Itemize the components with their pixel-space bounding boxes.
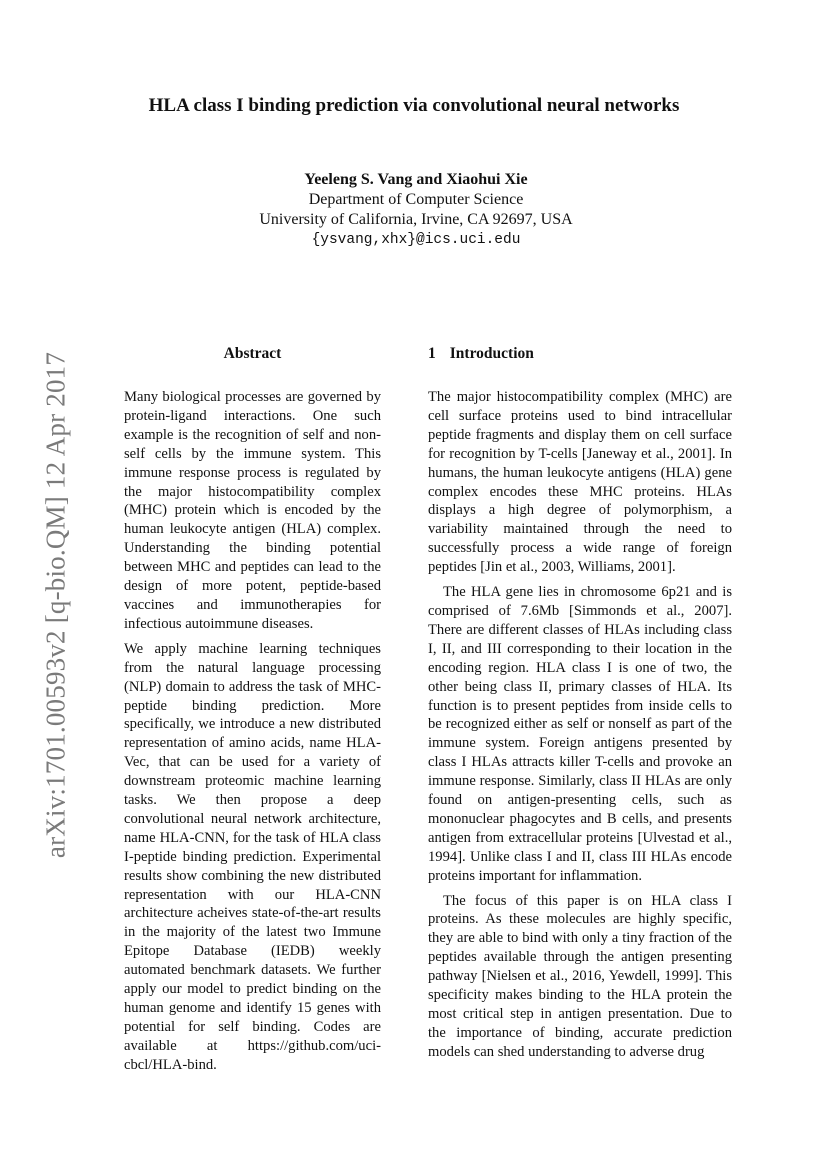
abstract-paragraph-2: We apply machine learning techniques from the natural language processing (NLP) domain to address the task of MHC-peptide binding prediction. More specifically, we introduce a new distributed representation of amino acids, name HLA-Vec, that can be used for a variety of downstream proteomic machine learning tasks. We then propose a deep convolutional neural network architecture, name HLA-CNN, for the task of HLA class I-peptide binding prediction. Experimental results show combining the new distributed representation with our HLA-CNN architecture acheives state-of-the-art results in the majority of the latest two Immune Epitope Database (IEDB) weekly automated benchmark datasets. We further apply our model to predict binding on the human genome and identify 15 genes with potential for self binding. Codes are available at https://github.com/uci-cbcl/HLA-bind. [124,640,381,1073]
author-department: Department of Computer Science [308,191,524,208]
intro-paragraph-3: The focus of this paper is on HLA class I proteins. As these molecules are highly specific, they are able to bind with only a tiny fraction of the peptides available through the antigen presenting pathway [Nielsen et al., 2016, Yewdell, 1999]. This specificity makes binding to the HLA protein the most critical step in antigen presentation. Due to the importance of binding, accurate prediction models can shed understanding to adverse drug [428,892,732,1060]
section-number: 1 [428,345,436,362]
introduction-heading [428,345,732,363]
intro-paragraph-2: The HLA gene lies in chromosome 6p21 and is comprised of 7.6Mb [Simmonds et al., 2007]. There are different classes of HLAs including class I, II, and III corresponding to their location in the encoding region. HLA class I is one of two, the other being class II, primary classes of HLA. Its function is to present peptides from inside cells to be recognized either as self or nonself as part of the immune system. Foreign antigens presented by class I HLAs attracts killer T-cells and provoke an immune response. Similarly, class II HLAs are only found on antigen-presenting cells, such as mononuclear phagocytes and B cells, and presents antigen from extracellular proteins [Ulvestad et al., 1994]. Unlike class I and II, class III HLAs encode proteins important for inflammation. [428,584,732,884]
paper-title: HLA class I binding prediction via convolutional neural networks [148,95,680,116]
introduction-column [428,345,732,1068]
abstract-heading: Abstract [223,345,282,362]
author-university: University of California, Irvine, CA 92697, USA [259,211,573,228]
author-names: Yeeleng S. Vang and Xiaohui Xie [304,171,528,188]
abstract-column [124,345,381,1081]
section-title: Introduction [449,345,534,362]
arxiv-side-stamp: arXiv:1701.00593v2 [q-bio.QM] 12 Apr 2017 [40,351,71,859]
author-email: {ysvang,xhx}@ics.uci.edu [311,232,521,248]
intro-paragraph-1: The major histocompatibility complex (MHC) are cell surface proteins used to bind intracellular peptide fragments and display them on cell surface for recognition by T-cells [Janeway et al., 2001]. In humans, the human leukocyte antigens (HLA) gene complex encodes these MHC proteins. HLAs displays a high degree of polymorphism, a variability maintained through the need to successfully process a wide range of foreign peptides [Jin et al., 2003, Williams, 2001]. [428,389,732,576]
author-block [0,170,828,250]
abstract-paragraph-1: Many biological processes are governed by protein-ligand interactions. One such example is the recognition of self and non-self cells by the immune system. This immune response process is regulated by the major histocompatibility complex (MHC) protein which is encoded by the human leukocyte antigen (HLA) complex. Understanding the binding potential between MHC and peptides can lead to the design of more potent, peptide-based vaccines and immunotherapies for infectious autoimmune diseases. [124,389,381,632]
